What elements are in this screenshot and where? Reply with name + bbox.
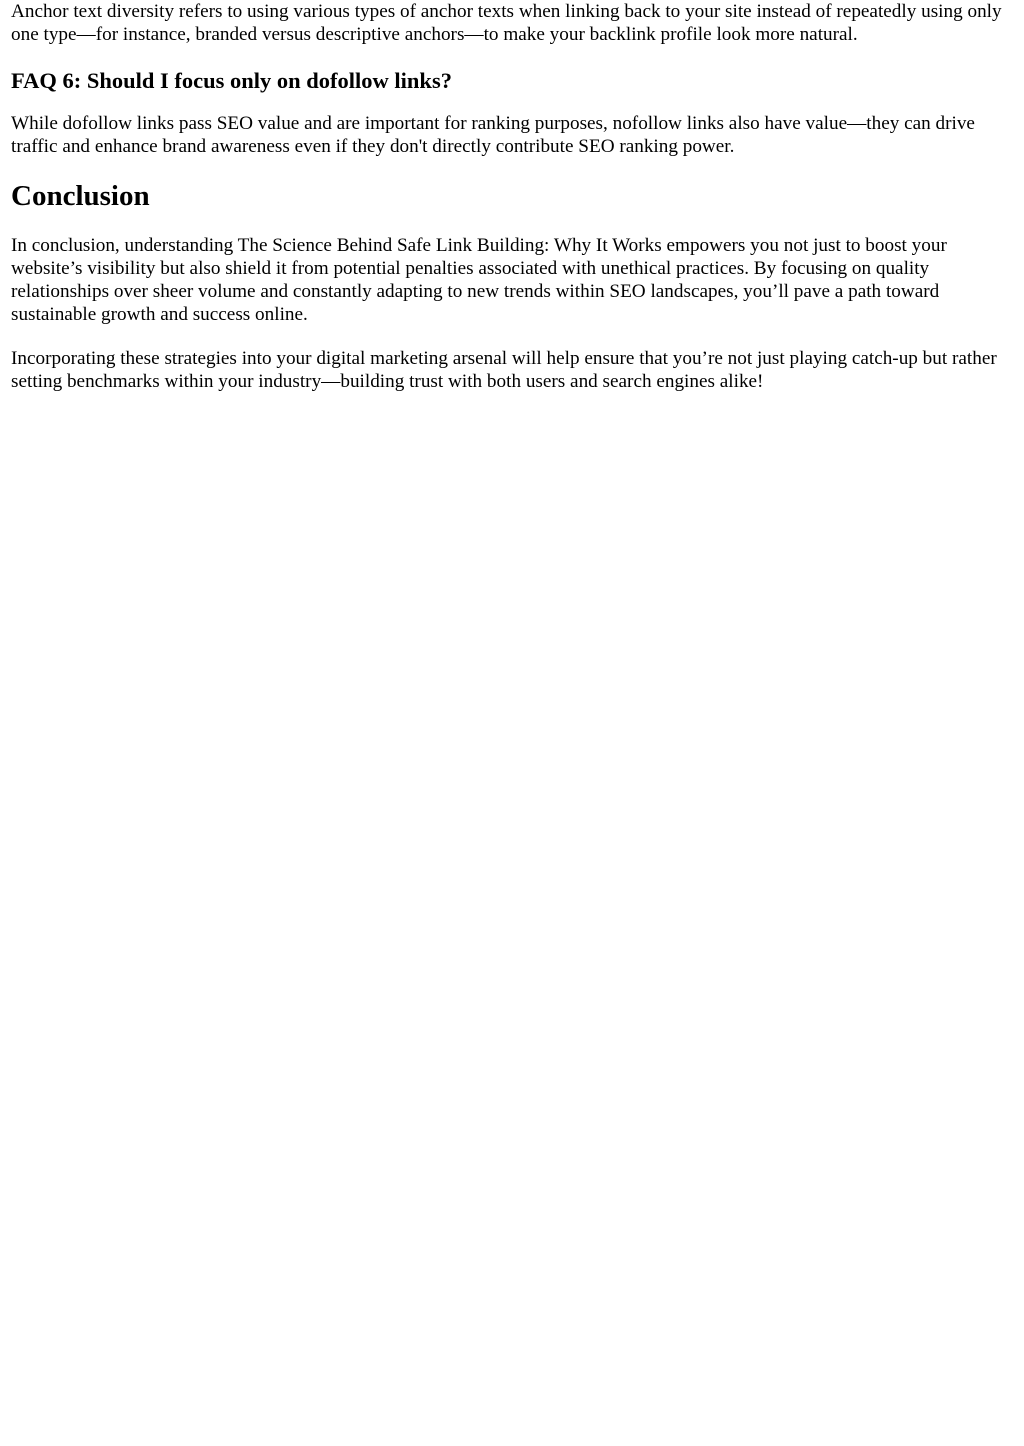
conclusion-paragraph-2: Incorporating these strategies into your digital marketing arsenal will help ensure that you’re not just playing catch-up but rather setting benchmarks within your industry—building trust with both users and search engines alike! bbox=[11, 348, 997, 392]
faq-5-answer: Anchor text diversity refers to using various types of anchor texts when linking back to your site instead of repeatedly using only one type—for instance, branded versus descriptive anchors—to make your backlink profile look more natural. bbox=[11, 1, 1002, 45]
article-body bbox=[0, 0, 1024, 393]
faq-6-answer: While dofollow links pass SEO value and are important for ranking purposes, nofollow links also have value—they can drive traffic and enhance brand awareness even if they don't directly contribute SEO ranking power. bbox=[11, 113, 975, 157]
conclusion-paragraph-1: In conclusion, understanding The Science Behind Safe Link Building: Why It Works empowers you not just to boost your website’s visibility but also shield it from potential penalties associated with unethical practices. By focusing on quality relationships over sheer volume and constantly adapting to new trends within SEO landscapes, you’ll pave a path toward sustainable growth and success online. bbox=[11, 235, 947, 325]
conclusion-heading: Conclusion bbox=[11, 180, 150, 212]
faq-6-question: FAQ 6: Should I focus only on dofollow links? bbox=[11, 68, 452, 93]
